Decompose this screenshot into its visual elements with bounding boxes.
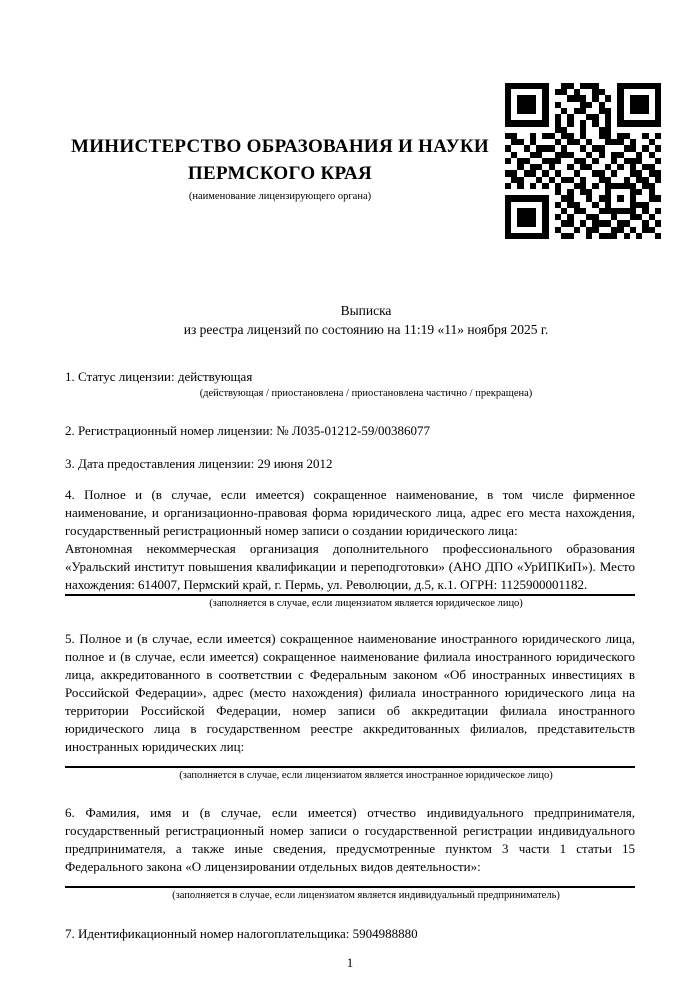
- ministry-name-line1: МИНИСТЕРСТВО ОБРАЗОВАНИЯ И НАУКИ: [70, 136, 490, 157]
- licensing-authority: [65, 83, 495, 203]
- legal-entity-caption: (заполняется в случае, если лицензиатом является юридическое лицо): [209, 598, 523, 609]
- license-status-options-caption: (действующая / приостановлена / приостановлена частично / прекращена): [199, 388, 533, 399]
- foreign-entity-caption: (заполняется в случае, если лицензиатом является иностранное юридическое лицо): [179, 770, 553, 781]
- item-registration-number: [65, 422, 635, 440]
- taxpayer-number-text: 7. Идентификационный номер налогоплательщика: 5904988880: [65, 926, 418, 941]
- page-number: 1: [346, 955, 354, 970]
- items-list: [65, 368, 635, 943]
- item-license-status: [65, 368, 635, 401]
- individual-entrepreneur-rule: [65, 886, 635, 888]
- foreign-entity-rule: [65, 766, 635, 768]
- document-title-line2: из реестра лицензий по состоянию на 11:19 «11» ноября 2025 г.: [183, 322, 549, 337]
- document-title: [97, 301, 635, 339]
- item-individual-entrepreneur: [65, 804, 635, 903]
- document-title-line1: Выписка: [340, 303, 392, 318]
- item-license-date: [65, 455, 635, 473]
- foreign-entity-label: 5. Полное и (в случае, если имеется) сокращенное наименование иностранного юридического лица, полное и (в случае, если имеется) сокращенное наименование филиала иностранного юридического лица, аккредитованного в соответствии с Федеральным законом «Об иностранных инвестициях в Российской Федерации», адрес (место нахождения) филиала иностранного юридического лица на территории Российской Федерации, номер записи об аккредитации филиала иностранного юридического лица в государственном реестре аккредитованных филиалов, представительств иностранных юридических лиц:: [65, 631, 635, 754]
- qr-code: [505, 83, 661, 239]
- registration-number-text: 2. Регистрационный номер лицензии: № Л035-01212-59/00386077: [65, 423, 431, 438]
- license-status-text: 1. Статус лицензии: действующая: [65, 369, 253, 384]
- legal-entity-value: Автономная некоммерческая организация дополнительного профессионального образования «Уральский институт повышения квалификации и переподготовки» (АНО ДПО «УрИПКиП»). Место нахождения: 614007, Пермский край, г. Пермь, ул. Революции, д.5, к.1. ОГРН: 1125900001182.: [65, 541, 635, 592]
- license-date-text: 3. Дата предоставления лицензии: 29 июня 2012: [65, 456, 333, 471]
- item-foreign-entity: [65, 630, 635, 783]
- legal-entity-rule: [65, 594, 635, 596]
- item-legal-entity: [65, 486, 635, 611]
- ministry-caption: (наименование лицензирующего органа): [188, 191, 372, 202]
- legal-entity-label: 4. Полное и (в случае, если имеется) сокращенное наименование, в том числе фирменное наименование, и организационно-правовая форма юридического лица, адрес его места нахождения, государственный регистрационный номер записи о создании юридического лица:: [65, 487, 635, 538]
- ministry-name-line2: ПЕРМСКОГО КРАЯ: [187, 163, 373, 184]
- individual-entrepreneur-label: 6. Фамилия, имя и (в случае, если имеется) отчество индивидуального предпринимателя, государственный регистрационный номер записи о государственной регистрации индивидуального предпринимателя, а также иные сведения, предусмотренные пунктом 3 части 1 статьи 15 Федерального закона «О лицензировании отдельных видов деятельности»:: [65, 805, 635, 874]
- item-taxpayer-number: [65, 925, 635, 943]
- individual-entrepreneur-caption: (заполняется в случае, если лицензиатом является индивидуальный предприниматель): [172, 890, 560, 901]
- document-header: [65, 83, 635, 241]
